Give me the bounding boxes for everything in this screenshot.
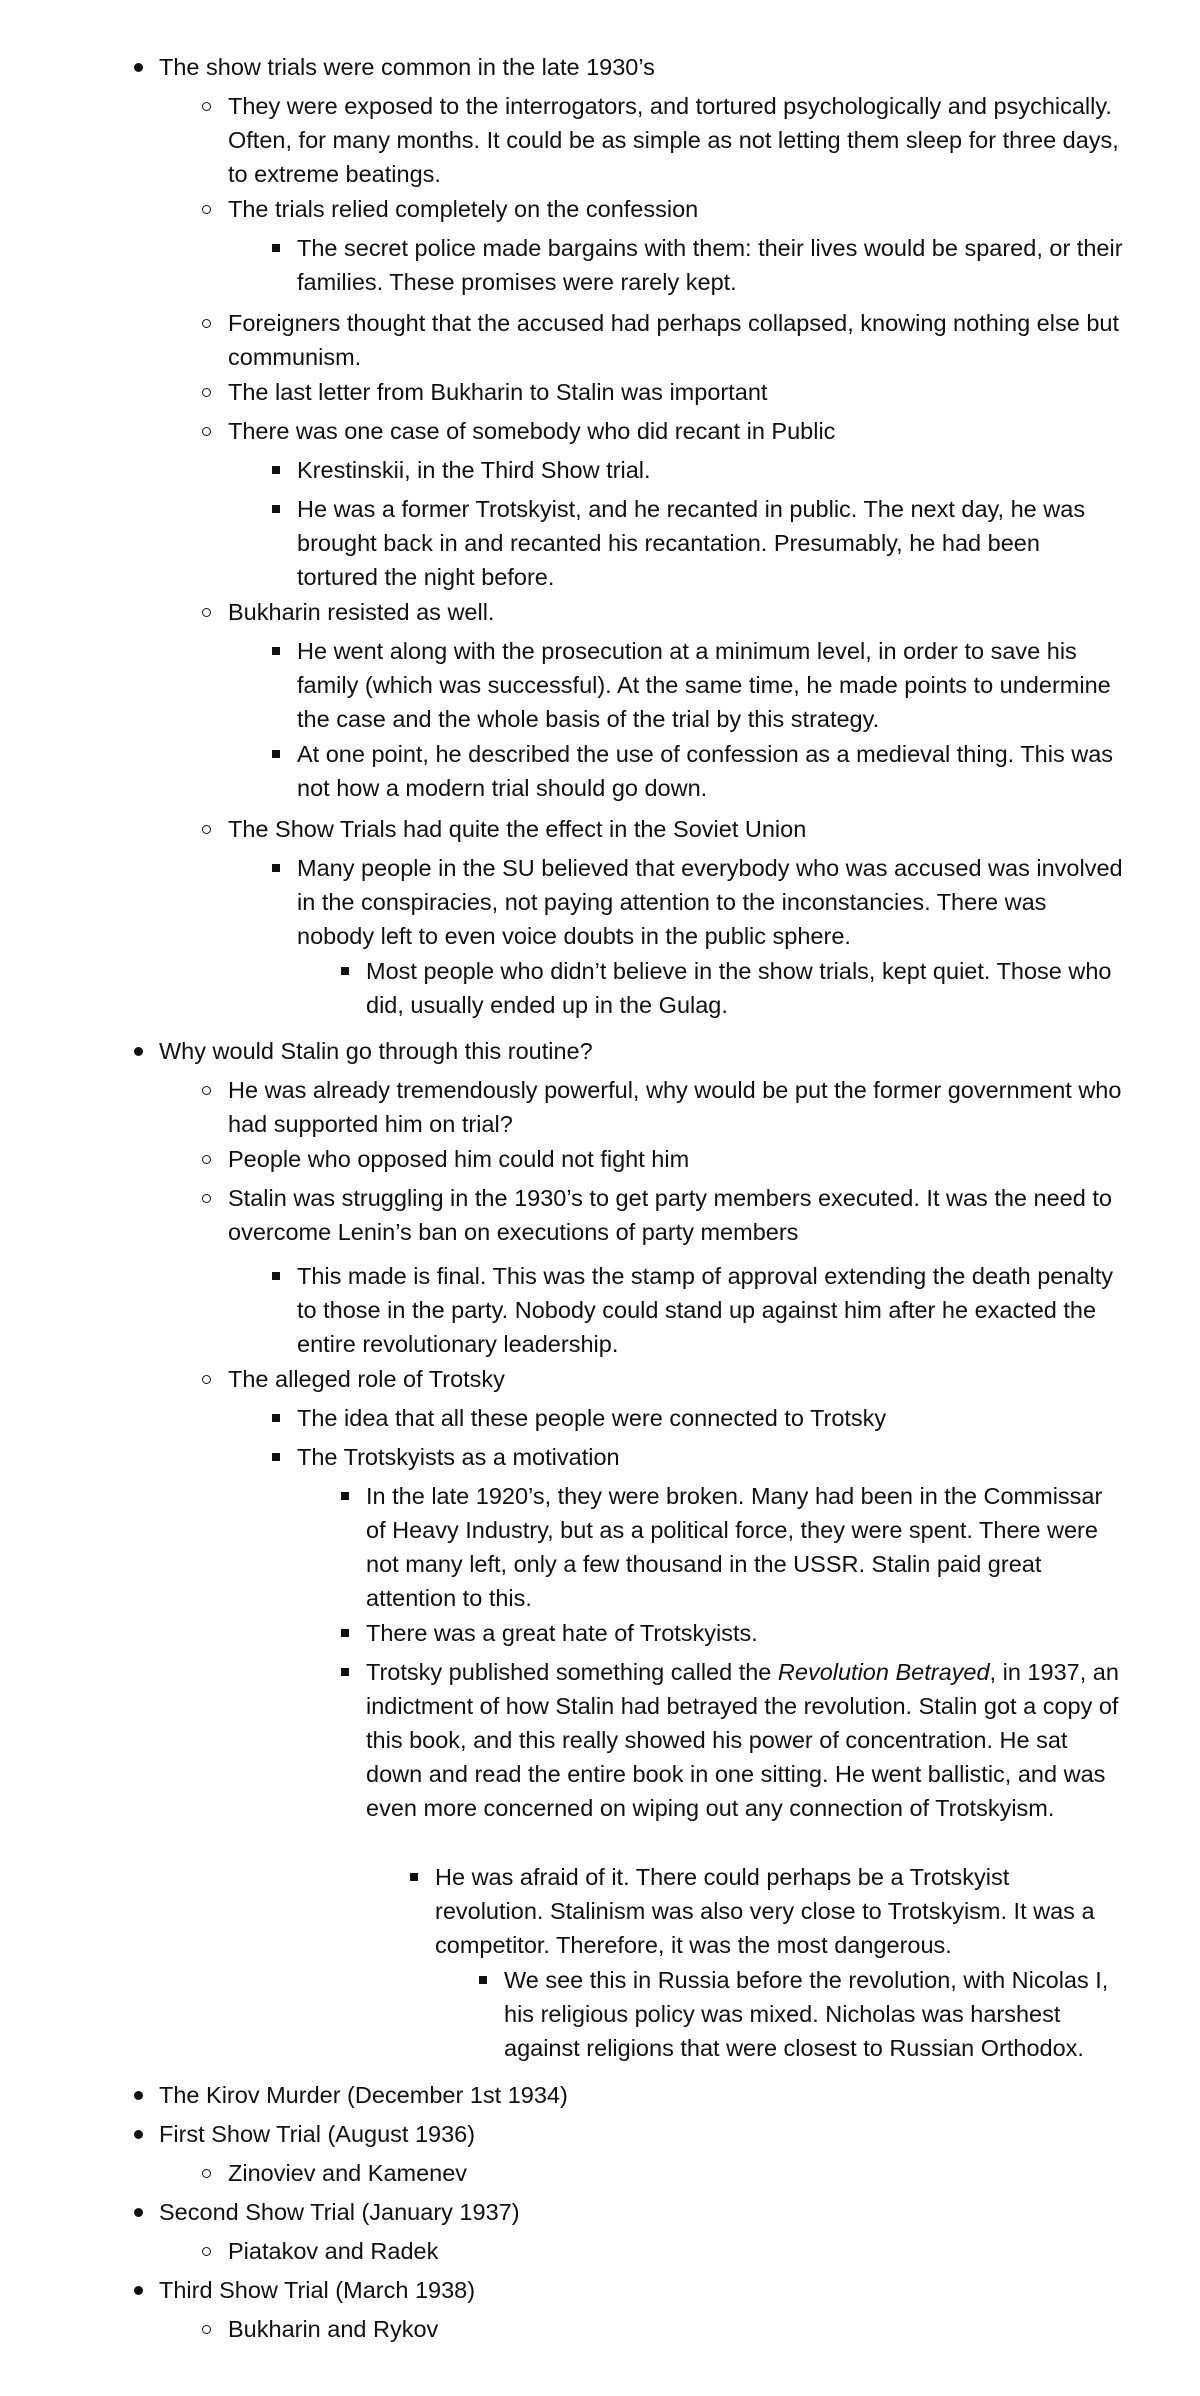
- list-item: [366, 1655, 1123, 1825]
- list-item: Third Show Trial (March 1938): [159, 2277, 476, 2303]
- list-item: Stalin was struggling in the 1930’s to get party members executed. It was the need to overcome Lenin’s ban on executions of party members: [228, 1185, 1112, 1245]
- bullet-disc: [134, 63, 143, 72]
- list-item: The last letter from Bukharin to Stalin was important: [228, 379, 768, 405]
- bullet-circle: [202, 1375, 211, 1384]
- bullet-square: [272, 505, 280, 513]
- list-item: Bukharin and Rykov: [228, 2316, 439, 2342]
- bullet-square: [341, 967, 349, 975]
- bullet-circle: [202, 427, 211, 436]
- bullet-circle: [202, 205, 211, 214]
- list-item: The Kirov Murder (December 1st 1934): [159, 2082, 568, 2108]
- bullet-circle: [202, 319, 211, 328]
- list-item: He was a former Trotskyist, and he recanted in public. The next day, he was brought back in and recanted his recantation. Presumably, he had been tortured the night before.: [297, 496, 1086, 590]
- bullet-circle: [202, 608, 211, 617]
- bullet-square: [479, 1976, 487, 1984]
- bullet-disc: [134, 2286, 143, 2295]
- list-item: Piatakov and Radek: [228, 2238, 439, 2264]
- bullet-square: [410, 1873, 418, 1881]
- bullet-square: [341, 1668, 349, 1676]
- list-item: Most people who didn’t believe in the show trials, kept quiet. Those who did, usually ended up in the Gulag.: [366, 958, 1112, 1018]
- list-item: He was already tremendously powerful, why would be put the former government who had supported him on trial?: [228, 1077, 1122, 1137]
- bullet-square: [272, 244, 280, 252]
- bullet-circle: [202, 1194, 211, 1203]
- list-item: Bukharin resisted as well.: [228, 599, 495, 625]
- bullet-circle: [202, 102, 211, 111]
- bullet-circle: [202, 2247, 211, 2256]
- bullet-circle: [202, 1086, 211, 1095]
- list-item: The secret police made bargains with them: their lives would be spared, or their families. These promises were rarely kept.: [297, 235, 1123, 295]
- bullet-square: [272, 864, 280, 872]
- bullet-square: [272, 1414, 280, 1422]
- bullet-square: [341, 1492, 349, 1500]
- bullet-circle: [202, 2169, 211, 2178]
- list-item: This made is final. This was the stamp of approval extending the death penalty to those in the party. Nobody could stand up against him after he exacted the entire revolutionary leadership.: [297, 1263, 1114, 1357]
- list-item: Second Show Trial (January 1937): [159, 2199, 520, 2225]
- bullet-square: [272, 750, 280, 758]
- bullet-disc: [134, 1047, 143, 1056]
- list-item: Why would Stalin go through this routine?: [159, 1038, 593, 1064]
- list-item: There was one case of somebody who did recant in Public: [228, 418, 836, 444]
- list-item: People who opposed him could not fight him: [228, 1146, 690, 1172]
- item-text: Trotsky published something called the: [366, 1659, 778, 1685]
- list-item: He was afraid of it. There could perhaps be a Trotskyist revolution. Stalinism was also very close to Trotskyism. It was a competitor. Therefore, it was the most dangerous.: [435, 1864, 1095, 1958]
- list-item: We see this in Russia before the revolution, with Nicolas I, his religious policy was mixed. Nicholas was harshest against religions that were closest to Russian Orthodox.: [504, 1967, 1109, 2061]
- list-item: The idea that all these people were connected to Trotsky: [297, 1405, 887, 1431]
- list-item: The alleged role of Trotsky: [228, 1366, 505, 1392]
- bullet-disc: [134, 2208, 143, 2217]
- book-title: Revolution Betrayed: [777, 1659, 990, 1685]
- list-item: He went along with the prosecution at a minimum level, in order to save his family (which was successful). At the same time, he made points to undermine the case and the whole basis of the trial by this strategy.: [297, 638, 1111, 732]
- list-item: They were exposed to the interrogators, and tortured psychologically and psychically. Often, for many months. It could be as simple as not letting them sleep for three days, to extreme beatings.: [228, 93, 1119, 187]
- list-item: Krestinskii, in the Third Show trial.: [297, 457, 651, 483]
- bullet-square: [341, 1629, 349, 1637]
- bullet-disc: [134, 2091, 143, 2100]
- list-item: In the late 1920’s, they were broken. Many had been in the Commissar of Heavy Industry, but as a political force, they were spent. There were not many left, only a few thousand in the USSR. Stalin paid great attention to this.: [366, 1483, 1103, 1611]
- list-item: At one point, he described the use of confession as a medieval thing. This was not how a modern trial should go down.: [297, 741, 1114, 801]
- list-item: Many people in the SU believed that everybody who was accused was involved in the conspiracies, not paying attention to the inconstancies. There was nobody left to even voice doubts in the public sphere.: [297, 855, 1123, 949]
- list-item: The Trotskyists as a motivation: [297, 1444, 620, 1470]
- list-item: First Show Trial (August 1936): [159, 2121, 476, 2147]
- list-item: There was a great hate of Trotskyists.: [366, 1620, 758, 1646]
- bullet-circle: [202, 1155, 211, 1164]
- list-item: Zinoviev and Kamenev: [228, 2160, 468, 2186]
- list-item: The trials relied completely on the confession: [228, 196, 699, 222]
- list-item: The Show Trials had quite the effect in the Soviet Union: [228, 816, 807, 842]
- bullet-square: [272, 1453, 280, 1461]
- bullet-square: [272, 466, 280, 474]
- item-text: , in 1937, an indictment of how Stalin had betrayed the revolution. Stalin got a copy of this book, and this really showed his power of concentration. He sat down and read the entire book in one sitting. He went ballistic, and was even more concerned on wiping out any connection of Trotskyism.: [366, 1659, 1119, 1821]
- bullet-square: [272, 647, 280, 655]
- bullet-circle: [202, 2325, 211, 2334]
- bullet-disc: [134, 2130, 143, 2139]
- list-item: The show trials were common in the late 1930’s: [159, 54, 655, 80]
- bullet-square: [272, 1272, 280, 1280]
- bullet-circle: [202, 825, 211, 834]
- bullet-circle: [202, 388, 211, 397]
- list-item: Foreigners thought that the accused had perhaps collapsed, knowing nothing else but communism.: [228, 310, 1119, 370]
